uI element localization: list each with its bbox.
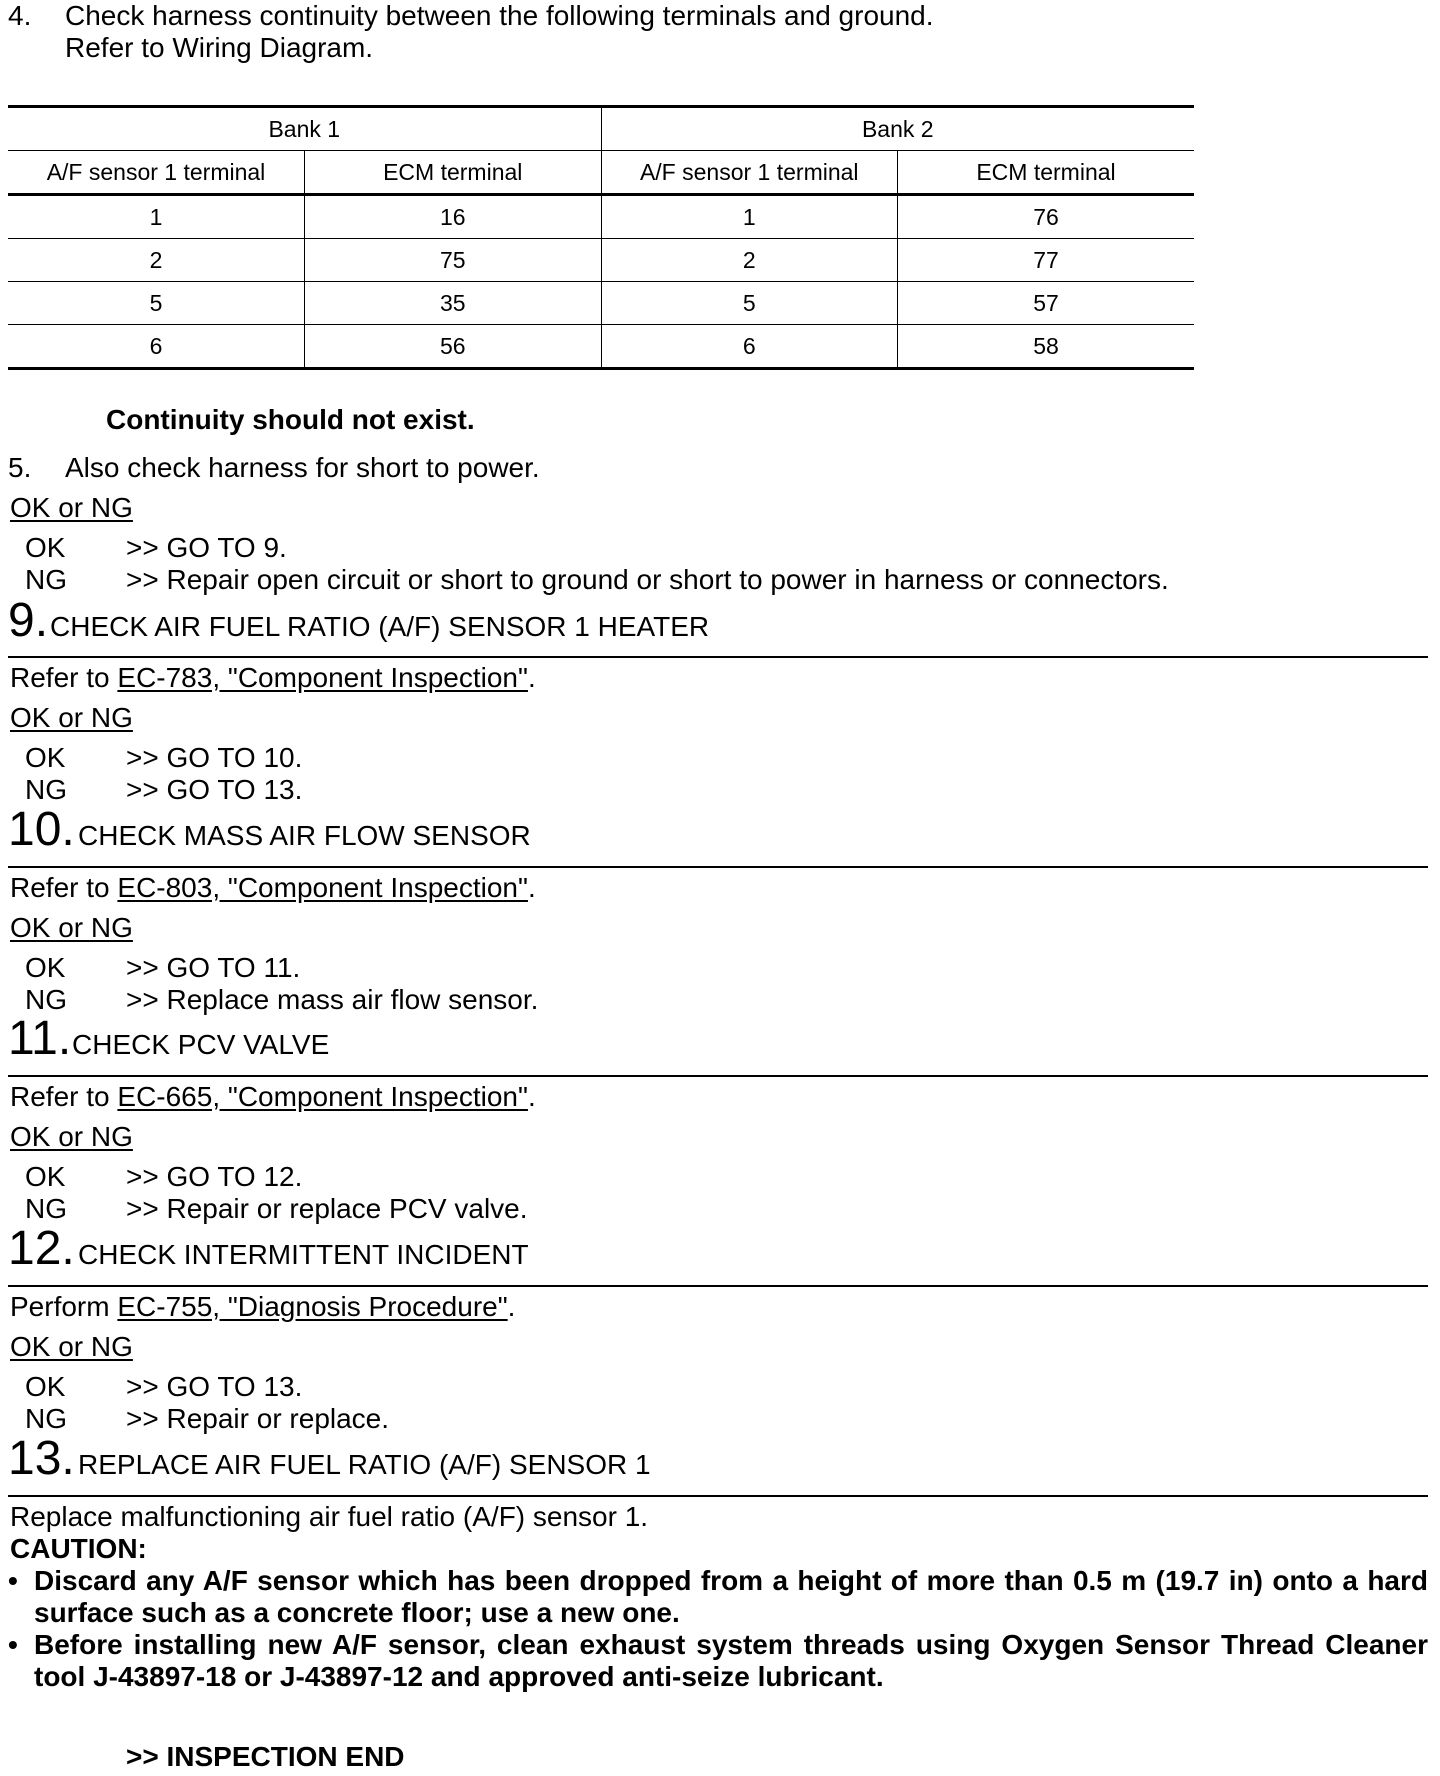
ok-label: OK: [25, 1161, 66, 1192]
divider: [8, 1285, 1428, 1287]
caution-bullet: [8, 1565, 1428, 1629]
step13-text: Replace malfunctioning air fuel ratio (A/F) sensor 1.: [10, 1501, 649, 1532]
bullet-icon: •: [8, 1629, 18, 1660]
ok-or-ng-label: OK or NG: [10, 702, 133, 733]
continuity-note: Continuity should not exist.: [106, 404, 475, 435]
step10-title: CHECK MASS AIR FLOW SENSOR: [78, 820, 531, 851]
step9-title: CHECK AIR FUEL RATIO (A/F) SENSOR 1 HEATER: [50, 611, 710, 642]
bank1-header: Bank 1: [8, 107, 601, 151]
column-header: A/F sensor 1 terminal: [8, 151, 305, 195]
ok-or-ng-label: OK or NG: [10, 1121, 133, 1152]
ok-or-ng-label: OK or NG: [10, 1331, 133, 1362]
table-cell: 56: [305, 325, 602, 369]
table-row: [8, 239, 1194, 282]
ref-prefix: Perform: [10, 1291, 118, 1322]
table-cell: 76: [898, 195, 1195, 239]
table-cell: 77: [898, 239, 1195, 282]
table-row: [8, 195, 1194, 239]
ng-action: >> Repair open circuit or short to ground or short to power in harness or connectors.: [126, 564, 1169, 595]
caution-bullet-text: Before installing new A/F sensor, clean exhaust system threads using Oxygen Sensor Thread Cleaner tool J-43897-18 or J-43897-12 and approved anti-seize lubricant.: [34, 1629, 1428, 1692]
ref-prefix: Refer to: [10, 662, 118, 693]
table-cell: 1: [8, 195, 305, 239]
ng-action: >> Repair or replace.: [126, 1403, 390, 1434]
ng-action: >> Repair or replace PCV valve.: [126, 1193, 528, 1224]
step9-number: 9.: [8, 594, 49, 647]
inspection-end: >> INSPECTION END: [126, 1741, 405, 1772]
bullet-icon: •: [8, 1565, 18, 1596]
terminal-table: [8, 105, 1194, 370]
step9-reference: [10, 662, 536, 694]
table-cell: 2: [8, 239, 305, 282]
ng-action: >> GO TO 13.: [126, 774, 303, 805]
step11-title: CHECK PCV VALVE: [72, 1029, 330, 1060]
step13-title: REPLACE AIR FUEL RATIO (A/F) SENSOR 1: [78, 1449, 651, 1480]
ref-suffix: .: [527, 1081, 536, 1112]
ok-action: >> GO TO 13.: [126, 1371, 303, 1402]
ref-prefix: Refer to: [10, 1081, 118, 1112]
ok-or-ng-label: OK or NG: [10, 492, 133, 523]
ng-label: NG: [25, 984, 67, 1015]
step5-number: 5.: [8, 452, 32, 483]
table-cell: 1: [601, 195, 898, 239]
table-cell: 16: [305, 195, 602, 239]
step10-number: 10.: [8, 803, 75, 856]
table-cell: 5: [601, 282, 898, 325]
ec-783-link[interactable]: EC-783, "Component Inspection": [117, 662, 528, 693]
column-header: ECM terminal: [305, 151, 602, 195]
ec-803-link[interactable]: EC-803, "Component Inspection": [117, 872, 528, 903]
table-row: [8, 325, 1194, 369]
table-cell: 2: [601, 239, 898, 282]
table-cell: 57: [898, 282, 1195, 325]
step12-title: CHECK INTERMITTENT INCIDENT: [78, 1239, 529, 1270]
ref-suffix: .: [527, 662, 536, 693]
step4-number: 4.: [8, 0, 32, 31]
ref-prefix: Refer to: [10, 872, 118, 903]
caution-bullet-text: Discard any A/F sensor which has been dropped from a height of more than 0.5 m (19.7 in) onto a hard surface such as a concrete floor; use a new one.: [34, 1565, 1428, 1628]
ng-label: NG: [25, 1403, 67, 1434]
ok-action: >> GO TO 11.: [126, 952, 301, 983]
table-cell: 5: [8, 282, 305, 325]
table-cell: 58: [898, 325, 1195, 369]
ng-label: NG: [25, 774, 67, 805]
ok-label: OK: [25, 532, 66, 563]
ref-suffix: .: [507, 1291, 516, 1322]
step12-reference: [10, 1291, 515, 1323]
ok-action: >> GO TO 9.: [126, 532, 287, 563]
table-cell: 6: [8, 325, 305, 369]
divider: [8, 656, 1428, 658]
column-header: A/F sensor 1 terminal: [601, 151, 898, 195]
ng-label: NG: [25, 1193, 67, 1224]
divider: [8, 866, 1428, 868]
step13-number: 13.: [8, 1432, 75, 1485]
ec-755-link[interactable]: EC-755, "Diagnosis Procedure": [117, 1291, 508, 1322]
ng-action: >> Replace mass air flow sensor.: [126, 984, 539, 1015]
ok-label: OK: [25, 742, 66, 773]
ok-label: OK: [25, 1371, 66, 1402]
ok-action: >> GO TO 10.: [126, 742, 303, 773]
table-cell: 6: [601, 325, 898, 369]
step4-text-line2: Refer to Wiring Diagram.: [65, 32, 374, 63]
divider: [8, 1075, 1428, 1077]
step12-number: 12.: [8, 1222, 75, 1275]
ref-suffix: .: [527, 872, 536, 903]
table-cell: 75: [305, 239, 602, 282]
step11-reference: [10, 1081, 536, 1113]
step4-text: Check harness continuity between the following terminals and ground.: [65, 0, 934, 31]
ng-label: NG: [25, 564, 67, 595]
ok-or-ng-label: OK or NG: [10, 912, 133, 943]
caution-bullet: [8, 1629, 1428, 1693]
ec-665-link[interactable]: EC-665, "Component Inspection": [117, 1081, 528, 1112]
bank2-header: Bank 2: [601, 107, 1194, 151]
step5-text: Also check harness for short to power.: [65, 452, 540, 483]
caution-heading: CAUTION:: [10, 1533, 147, 1564]
table-cell: 35: [305, 282, 602, 325]
step10-reference: [10, 872, 536, 904]
divider: [8, 1495, 1428, 1497]
ok-label: OK: [25, 952, 66, 983]
table-row: [8, 282, 1194, 325]
ok-action: >> GO TO 12.: [126, 1161, 303, 1192]
column-header: ECM terminal: [898, 151, 1195, 195]
step11-number: 11.: [8, 1012, 72, 1065]
